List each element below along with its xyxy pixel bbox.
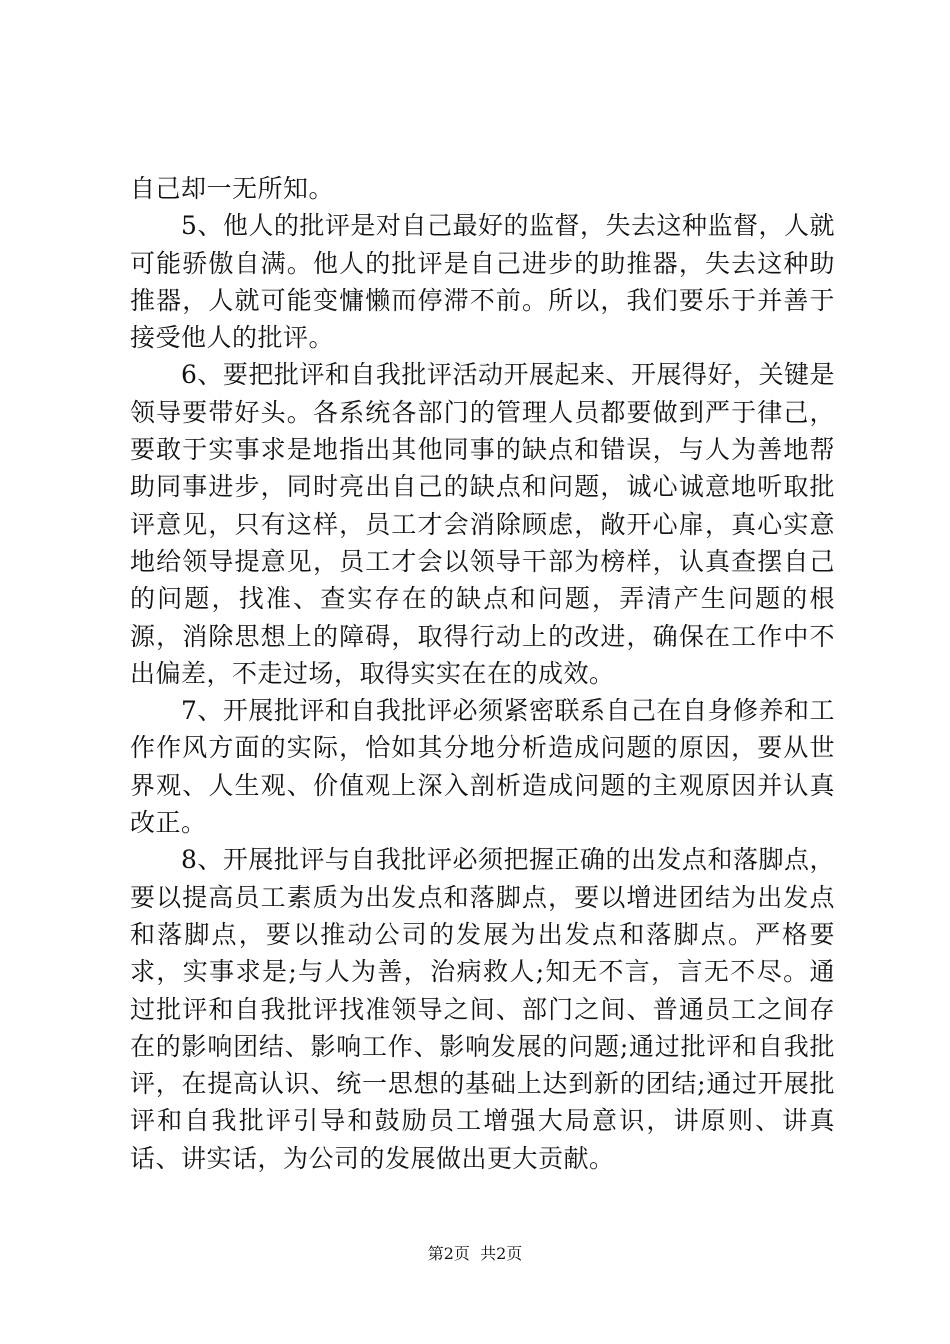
paragraph-item-8: 8、开展批评与自我批评必须把握正确的出发点和落脚点，要以提高员工素质为出发点和落脚点，要以增进团结为出发点和落脚点，要以推动公司的发展为出发点和落脚点。严格要求，实事求是;与人为善，治病救人;知无不言，言无不尽。通过批评和自我批评找准领导之间、部门之间、普通员工之间存在的影响团结、影响工作、影响发展的问题;通过批评和自我批评，在提高认识、统一思想的基础上达到新的团结;通过开展批评和自我批评引导和鼓励员工增强大局意识，讲原则、讲真话、讲实话，为公司的发展做出更大贡献。 xyxy=(130,845,835,1173)
paragraph-item-5: 5、他人的批评是对自己最好的监督，失去这种监督，人就可能骄傲自满。他人的批评是自己进步的助推器，失去这种助推器，人就可能变慵懒而停滞不前。所以，我们要乐于并善于接受他人的批评。 xyxy=(130,211,835,353)
paragraph-continuation: 自己却一无所知。 xyxy=(130,174,335,203)
document-body xyxy=(130,170,835,1177)
page-number-label: 第2页 共2页 xyxy=(427,1244,523,1263)
page-footer xyxy=(0,1244,950,1264)
paragraph-item-6: 6、要把批评和自我批评活动开展起来、开展得好，关键是领导要带好头。各系统各部门的管理人员都要做到严于律己，要敢于实事求是地指出其他同事的缺点和错误，与人为善地帮助同事进步，同时亮出自己的缺点和问题，诚心诚意地听取批评意见，只有这样，员工才会消除顾虑，敞开心扉，真心实意地给领导提意见，员工才会以领导干部为榜样，认真查摆自己的问题，找准、查实存在的缺点和问题，弄清产生问题的根源，消除思想上的障碍，取得行动上的改进，确保在工作中不出偏差，不走过场，取得实实在在的成效。 xyxy=(130,360,835,688)
paragraph-item-7: 7、开展批评和自我批评必须紧密联系自己在自身修养和工作作风方面的实际，恰如其分地分析造成问题的原因，要从世界观、人生观、价值观上深入剖析造成问题的主观原因并认真改正。 xyxy=(130,696,835,838)
